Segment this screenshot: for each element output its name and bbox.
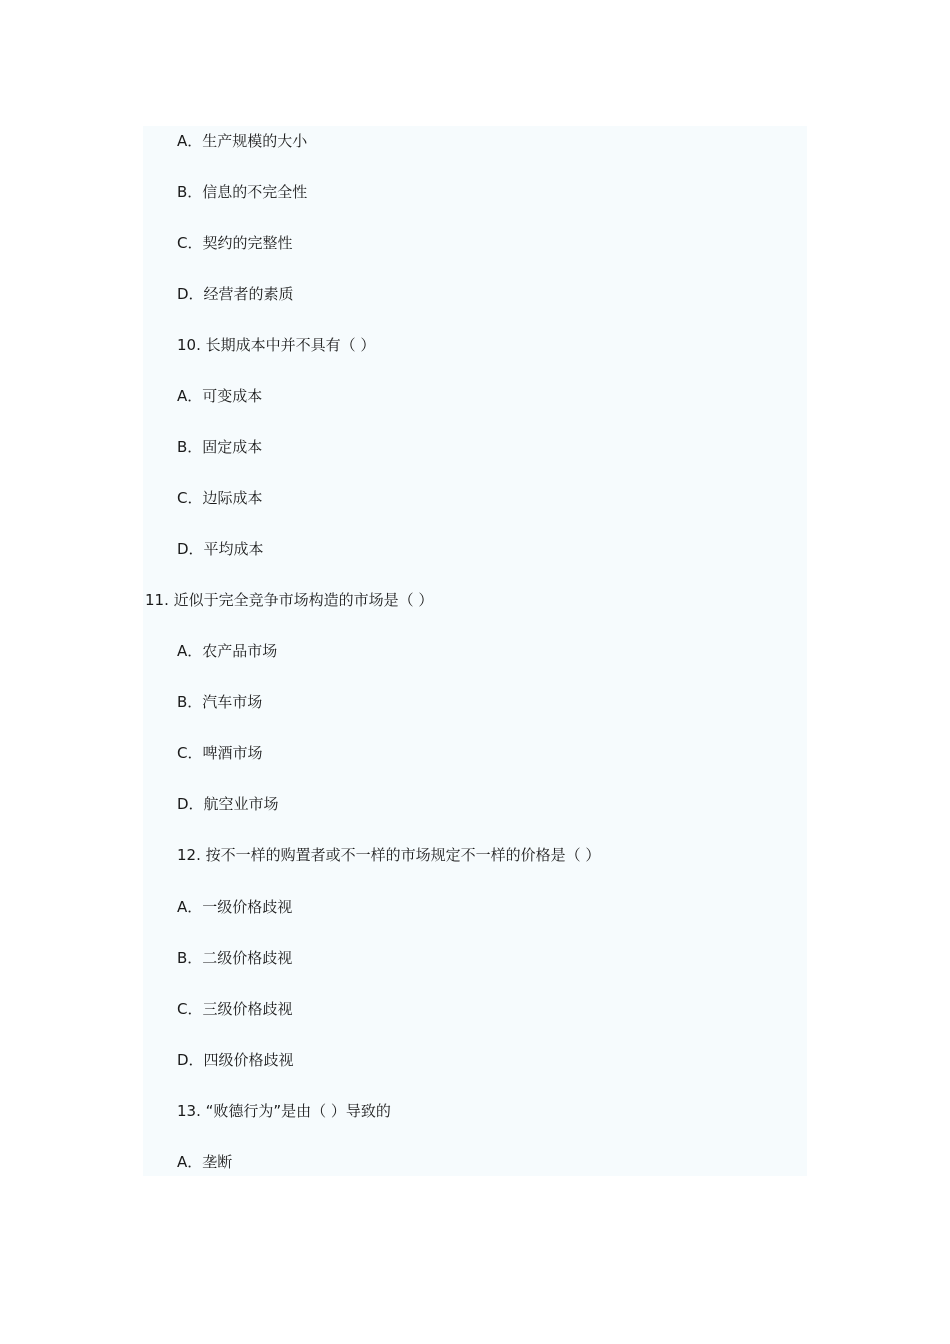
option-11b: B．汽车市场 [177,693,263,711]
option-10c: C．边际成本 [177,489,263,507]
option-10a: A．可变成本 [177,387,263,405]
question-10: 10. 长期成本中并不具有（ ） [177,336,376,354]
question-12: 12. 按不一样的购置者或不一样的市场规定不一样的价格是（ ） [177,846,601,864]
option-11d: D．航空业市场 [177,795,279,813]
option-9b: B．信息的不完全性 [177,183,308,201]
question-11: 11. 近似于完全竞争市场构造的市场是（ ） [145,591,434,609]
option-9a: A．生产规模的大小 [177,132,308,150]
option-12c: C．三级价格歧视 [177,1000,293,1018]
option-10b: B．固定成本 [177,438,263,456]
option-9c: C．契约的完整性 [177,234,293,252]
question-13: 13. “败德行为”是由（ ）导致的 [177,1102,391,1120]
option-11c: C．啤酒市场 [177,744,263,762]
option-12a: A．一级价格歧视 [177,898,293,916]
option-12d: D．四级价格歧视 [177,1051,294,1069]
option-13a: A．垄断 [177,1153,233,1171]
option-10d: D．平均成本 [177,540,264,558]
option-11a: A．农产品市场 [177,642,278,660]
option-9d: D．经营者的素质 [177,285,294,303]
option-12b: B．二级价格歧视 [177,949,293,967]
